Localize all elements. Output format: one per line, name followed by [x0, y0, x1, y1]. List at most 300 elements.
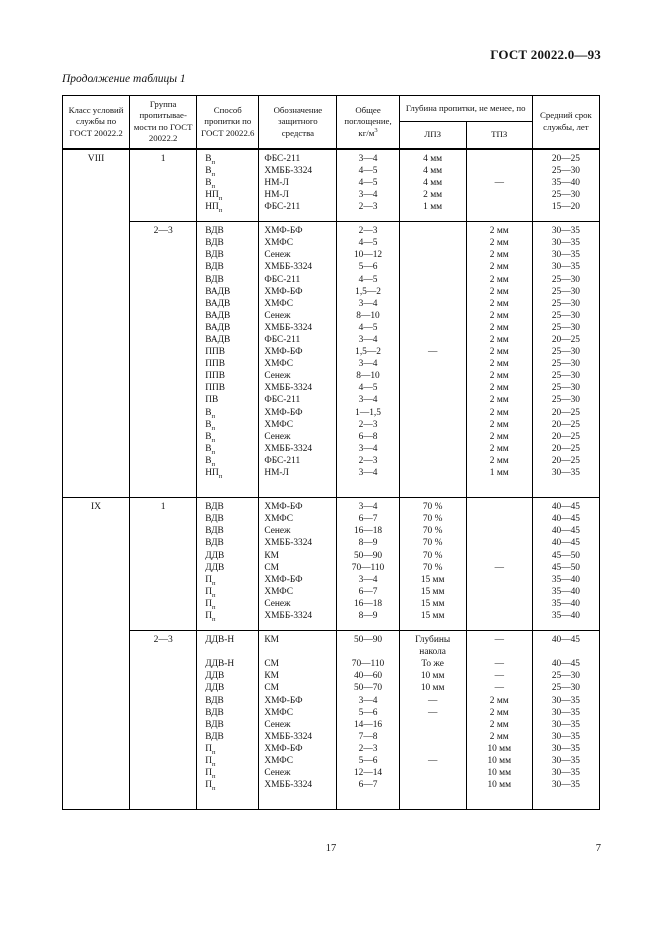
absorption-cell: 8—9 — [337, 537, 399, 549]
table-caption: Продолжение таблицы 1 — [62, 73, 186, 85]
agent-cell: ХМФС — [259, 586, 337, 598]
lpz-cell — [399, 310, 466, 322]
tpz-cell — [466, 537, 532, 549]
lpz-cell: То же — [399, 658, 466, 670]
lpz-cell: 70 % — [399, 562, 466, 574]
agent-cell: ФБС-211 — [259, 334, 337, 346]
lpz-cell: 70 % — [399, 525, 466, 537]
lpz-cell: 70 % — [399, 513, 466, 525]
tpz-cell: — — [466, 682, 532, 694]
life-cell: 25—30 — [532, 682, 599, 694]
tpz-cell — [466, 550, 532, 562]
group-cell: 1 — [130, 149, 197, 222]
tpz-cell: 2 мм — [466, 249, 532, 261]
lpz-cell — [399, 731, 466, 743]
life-cell: 35—40 — [532, 177, 599, 189]
lpz-cell — [399, 222, 466, 238]
absorption-cell: 3—4 — [337, 189, 399, 201]
life-cell: 40—45 — [532, 537, 599, 549]
method-cell: $В_п$ — [197, 165, 259, 177]
lpz-cell — [399, 286, 466, 298]
method-cell: ВДВ — [197, 719, 259, 731]
life-cell: 20—25 — [532, 149, 599, 165]
tpz-cell: 2 мм — [466, 443, 532, 455]
absorption-cell: 2—3 — [337, 419, 399, 431]
lpz-cell — [399, 719, 466, 731]
tpz-cell: 2 мм — [466, 719, 532, 731]
lpz-cell: 70 % — [399, 498, 466, 514]
tpz-cell: 2 мм — [466, 261, 532, 273]
absorption-cell: 8—10 — [337, 310, 399, 322]
absorption-cell: 16—18 — [337, 525, 399, 537]
tpz-cell: 10 мм — [466, 743, 532, 755]
life-cell: 40—45 — [532, 525, 599, 537]
method-cell: ВДВ — [197, 707, 259, 719]
method-cell: ППВ — [197, 370, 259, 382]
life-cell: 30—35 — [532, 249, 599, 261]
method-cell: $В_п$ — [197, 455, 259, 467]
lpz-cell — [399, 274, 466, 286]
absorption-cell: 3—4 — [337, 149, 399, 165]
method-cell: ППВ — [197, 382, 259, 394]
tpz-cell: 2 мм — [466, 274, 532, 286]
absorption-cell: 3—4 — [337, 498, 399, 514]
method-cell: $П_п$ — [197, 598, 259, 610]
absorption-cell: 5—6 — [337, 261, 399, 273]
agent-cell: НМ-Л — [259, 467, 337, 498]
life-cell: 40—45 — [532, 513, 599, 525]
method-cell: ВДВ — [197, 249, 259, 261]
agent-cell: Сенеж — [259, 598, 337, 610]
absorption-cell: 2—3 — [337, 743, 399, 755]
method-cell: ППВ — [197, 358, 259, 370]
header-lpz: ЛПЗ — [399, 122, 466, 149]
method-cell: ВДВ — [197, 274, 259, 286]
life-cell: 25—30 — [532, 298, 599, 310]
agent-cell: Сенеж — [259, 370, 337, 382]
tpz-cell — [466, 598, 532, 610]
method-cell: ВДВ — [197, 525, 259, 537]
life-cell: 30—35 — [532, 743, 599, 755]
lpz-cell: 15 мм — [399, 598, 466, 610]
lpz-cell — [399, 443, 466, 455]
absorption-cell: 50—90 — [337, 550, 399, 562]
method-cell: ВДВ — [197, 695, 259, 707]
tpz-cell: 1 мм — [466, 467, 532, 498]
lpz-cell: — — [399, 346, 466, 358]
method-cell: $П_п$ — [197, 767, 259, 779]
method-cell: $В_п$ — [197, 149, 259, 165]
life-cell: 25—30 — [532, 189, 599, 201]
absorption-cell: 3—4 — [337, 443, 399, 455]
absorption-cell: 3—4 — [337, 695, 399, 707]
lpz-cell: 1 мм — [399, 201, 466, 222]
agent-cell: ХМФ-БФ — [259, 695, 337, 707]
method-cell: ДДВ — [197, 550, 259, 562]
agent-cell: ФБС-211 — [259, 201, 337, 222]
lpz-cell: — — [399, 755, 466, 767]
method-cell: ДДВ-Н — [197, 658, 259, 670]
method-cell: ВАДВ — [197, 298, 259, 310]
method-cell: $НП_п$ — [197, 467, 259, 498]
life-cell: 25—30 — [532, 346, 599, 358]
life-cell: 25—30 — [532, 322, 599, 334]
tpz-cell: 10 мм — [466, 755, 532, 767]
header-agent: Обозначение защитного средства — [259, 96, 337, 149]
agent-cell: НМ-Л — [259, 189, 337, 201]
life-cell: 20—25 — [532, 419, 599, 431]
lpz-cell: 70 % — [399, 537, 466, 549]
lpz-cell — [399, 370, 466, 382]
tpz-cell — [466, 149, 532, 165]
group-cell: 2—3 — [130, 631, 197, 810]
group-cell: 1 — [130, 498, 197, 631]
absorption-cell: 2—3 — [337, 222, 399, 238]
lpz-cell: — — [399, 707, 466, 719]
method-cell: ВАДВ — [197, 322, 259, 334]
method-cell: ВДВ — [197, 731, 259, 743]
tpz-cell: 2 мм — [466, 431, 532, 443]
life-cell: 30—35 — [532, 779, 599, 810]
agent-cell: ХМББ-3324 — [259, 261, 337, 273]
life-cell: 35—40 — [532, 610, 599, 631]
life-cell: 35—40 — [532, 586, 599, 598]
life-cell: 30—35 — [532, 222, 599, 238]
method-cell: ВАДВ — [197, 334, 259, 346]
agent-cell: ФБС-211 — [259, 394, 337, 406]
tpz-cell: 2 мм — [466, 382, 532, 394]
life-cell: 20—25 — [532, 407, 599, 419]
absorption-cell: 5—6 — [337, 755, 399, 767]
agent-cell: ХМФ-БФ — [259, 498, 337, 514]
tpz-cell: 2 мм — [466, 731, 532, 743]
absorption-cell: 1—1,5 — [337, 407, 399, 419]
agent-cell: ХМББ-3324 — [259, 443, 337, 455]
method-cell: ВДВ — [197, 498, 259, 514]
absorption-cell: 2—3 — [337, 455, 399, 467]
life-cell: 30—35 — [532, 731, 599, 743]
life-cell: 25—30 — [532, 370, 599, 382]
tpz-cell: — — [466, 177, 532, 189]
agent-cell: Сенеж — [259, 431, 337, 443]
agent-cell: Сенеж — [259, 719, 337, 731]
life-cell: 15—20 — [532, 201, 599, 222]
lpz-cell — [399, 322, 466, 334]
tpz-cell: 2 мм — [466, 370, 532, 382]
absorption-cell: 1,5—2 — [337, 346, 399, 358]
tpz-cell: 2 мм — [466, 707, 532, 719]
life-cell: 40—45 — [532, 631, 599, 659]
life-cell: 25—30 — [532, 670, 599, 682]
impregnation-table — [62, 95, 600, 810]
agent-cell: ХМФС — [259, 358, 337, 370]
absorption-cell: 4—5 — [337, 237, 399, 249]
header-method: Способ пропитки по ГОСТ 20022.6 — [197, 96, 259, 149]
lpz-cell — [399, 431, 466, 443]
method-cell: $В_п$ — [197, 177, 259, 189]
agent-cell: ФБС-211 — [259, 274, 337, 286]
method-cell: $П_п$ — [197, 610, 259, 631]
tpz-cell — [466, 165, 532, 177]
lpz-cell: 10 мм — [399, 682, 466, 694]
absorption-cell: 7—8 — [337, 731, 399, 743]
lpz-cell: 10 мм — [399, 670, 466, 682]
lpz-cell — [399, 743, 466, 755]
method-cell: $В_п$ — [197, 419, 259, 431]
table-body — [63, 149, 600, 810]
tpz-cell: 2 мм — [466, 407, 532, 419]
method-cell: ДДВ — [197, 670, 259, 682]
life-cell: 30—35 — [532, 767, 599, 779]
life-cell: 35—40 — [532, 598, 599, 610]
tpz-cell: 2 мм — [466, 222, 532, 238]
lpz-cell — [399, 467, 466, 498]
agent-cell: СМ — [259, 682, 337, 694]
absorption-cell: 2—3 — [337, 201, 399, 222]
lpz-cell: 4 мм — [399, 149, 466, 165]
header-life: Средний срок службы, лет — [532, 96, 599, 149]
method-cell: ВДВ — [197, 222, 259, 238]
page-number: 17 — [325, 843, 337, 854]
life-cell: 20—25 — [532, 431, 599, 443]
method-cell: ВДВ — [197, 237, 259, 249]
method-cell: $НП_п$ — [197, 189, 259, 201]
absorption-cell: 3—4 — [337, 358, 399, 370]
agent-cell: ХМФС — [259, 513, 337, 525]
method-cell: ДДВ-Н — [197, 631, 259, 659]
lpz-cell: 15 мм — [399, 586, 466, 598]
method-cell: $НП_п$ — [197, 201, 259, 222]
absorption-cell: 3—4 — [337, 574, 399, 586]
absorption-cell: 3—4 — [337, 298, 399, 310]
header-absorption: Общее поглощение, $кг/м^3$ — [337, 96, 399, 149]
tpz-cell — [466, 189, 532, 201]
tpz-cell: 2 мм — [466, 455, 532, 467]
agent-cell: Сенеж — [259, 525, 337, 537]
group-cell: 2—3 — [130, 222, 197, 498]
absorption-cell: 70—110 — [337, 658, 399, 670]
agent-cell: КМ — [259, 670, 337, 682]
method-cell: ВАДВ — [197, 310, 259, 322]
lpz-cell — [399, 382, 466, 394]
agent-cell: ХМФС — [259, 419, 337, 431]
class-cell: VIII — [63, 149, 130, 498]
lpz-cell — [399, 261, 466, 273]
method-cell: ВДВ — [197, 513, 259, 525]
tpz-cell — [466, 201, 532, 222]
agent-cell: ХМББ-3324 — [259, 165, 337, 177]
tpz-cell: 2 мм — [466, 334, 532, 346]
life-cell: 25—30 — [532, 310, 599, 322]
absorption-cell: 8—9 — [337, 610, 399, 631]
absorption-cell: 40—60 — [337, 670, 399, 682]
agent-cell: ХМББ-3324 — [259, 322, 337, 334]
agent-cell: НМ-Л — [259, 177, 337, 189]
lpz-cell — [399, 455, 466, 467]
method-cell: $П_п$ — [197, 743, 259, 755]
lpz-cell — [399, 249, 466, 261]
tpz-cell — [466, 525, 532, 537]
tpz-cell: 2 мм — [466, 322, 532, 334]
life-cell: 20—25 — [532, 455, 599, 467]
tpz-cell: 2 мм — [466, 358, 532, 370]
lpz-cell: 15 мм — [399, 610, 466, 631]
sheet-number: 7 — [595, 843, 601, 854]
lpz-cell — [399, 419, 466, 431]
method-cell: $П_п$ — [197, 779, 259, 810]
tpz-cell: 10 мм — [466, 767, 532, 779]
tpz-cell — [466, 513, 532, 525]
agent-cell: ХМФС — [259, 707, 337, 719]
lpz-cell: 4 мм — [399, 177, 466, 189]
tpz-cell — [466, 610, 532, 631]
agent-cell: ФБС-211 — [259, 455, 337, 467]
lpz-cell: 70 % — [399, 550, 466, 562]
header-depth: Глубина пропитки, не менее, по — [399, 96, 532, 122]
tpz-cell: — — [466, 670, 532, 682]
absorption-cell: 10—12 — [337, 249, 399, 261]
life-cell: 25—30 — [532, 382, 599, 394]
absorption-cell: 4—5 — [337, 177, 399, 189]
absorption-cell: 5—6 — [337, 707, 399, 719]
tpz-cell: 2 мм — [466, 298, 532, 310]
tpz-cell: 2 мм — [466, 695, 532, 707]
life-cell: 40—45 — [532, 498, 599, 514]
absorption-cell: 6—7 — [337, 586, 399, 598]
absorption-cell: 4—5 — [337, 322, 399, 334]
life-cell: 20—25 — [532, 334, 599, 346]
header-class: Класс условий службы по ГОСТ 20022.2 — [63, 96, 130, 149]
table-header — [63, 96, 600, 149]
lpz-cell — [399, 767, 466, 779]
method-cell: $П_п$ — [197, 755, 259, 767]
method-cell: ДДВ — [197, 682, 259, 694]
method-cell: ВДВ — [197, 537, 259, 549]
agent-cell: ХМББ-3324 — [259, 731, 337, 743]
method-cell: $В_п$ — [197, 443, 259, 455]
absorption-cell: 1,5—2 — [337, 286, 399, 298]
agent-cell: ХМФС — [259, 237, 337, 249]
tpz-cell — [466, 498, 532, 514]
agent-cell: ХМФ-БФ — [259, 574, 337, 586]
lpz-cell: 15 мм — [399, 574, 466, 586]
life-cell: 30—35 — [532, 467, 599, 498]
tpz-cell: 2 мм — [466, 346, 532, 358]
life-cell: 30—35 — [532, 261, 599, 273]
life-cell: 30—35 — [532, 237, 599, 249]
tpz-cell: 2 мм — [466, 419, 532, 431]
method-cell: ППВ — [197, 346, 259, 358]
agent-cell: КМ — [259, 631, 337, 659]
life-cell: 45—50 — [532, 550, 599, 562]
absorption-cell: 3—4 — [337, 467, 399, 498]
agent-cell: ХМББ-3324 — [259, 610, 337, 631]
life-cell: 25—30 — [532, 286, 599, 298]
absorption-cell: 6—8 — [337, 431, 399, 443]
absorption-cell: 3—4 — [337, 334, 399, 346]
absorption-cell: 70—110 — [337, 562, 399, 574]
life-cell: 40—45 — [532, 658, 599, 670]
method-cell: ДДВ — [197, 562, 259, 574]
agent-cell: ХМФС — [259, 755, 337, 767]
header-group: Группа пропитывае-мости по ГОСТ 20022.2 — [130, 96, 197, 149]
lpz-cell — [399, 237, 466, 249]
method-cell: $В_п$ — [197, 431, 259, 443]
lpz-cell — [399, 358, 466, 370]
tpz-cell: — — [466, 658, 532, 670]
agent-cell: СМ — [259, 562, 337, 574]
lpz-cell — [399, 394, 466, 406]
agent-cell: Сенеж — [259, 310, 337, 322]
method-cell: ВАДВ — [197, 286, 259, 298]
absorption-cell: 4—5 — [337, 274, 399, 286]
agent-cell: Сенеж — [259, 249, 337, 261]
lpz-cell — [399, 407, 466, 419]
tpz-cell — [466, 586, 532, 598]
method-cell: ПВ — [197, 394, 259, 406]
agent-cell: ХМФ-БФ — [259, 743, 337, 755]
doc-reference: ГОСТ 20022.0—93 — [490, 47, 601, 62]
absorption-cell: 14—16 — [337, 719, 399, 731]
lpz-cell — [399, 779, 466, 810]
tpz-cell — [466, 574, 532, 586]
method-cell: $В_п$ — [197, 407, 259, 419]
agent-cell: ХМФС — [259, 298, 337, 310]
absorption-cell: 4—5 — [337, 165, 399, 177]
life-cell: 45—50 — [532, 562, 599, 574]
life-cell: 30—35 — [532, 707, 599, 719]
tpz-cell: — — [466, 631, 532, 659]
tpz-cell: 2 мм — [466, 394, 532, 406]
lpz-cell: — — [399, 695, 466, 707]
life-cell: 35—40 — [532, 574, 599, 586]
agent-cell: КМ — [259, 550, 337, 562]
lpz-cell: Глубины накола — [399, 631, 466, 659]
header-tpz: ТПЗ — [466, 122, 532, 149]
agent-cell: ХМББ-3324 — [259, 779, 337, 810]
tpz-cell: — — [466, 562, 532, 574]
life-cell: 25—30 — [532, 274, 599, 286]
method-cell: $П_п$ — [197, 586, 259, 598]
class-cell: IX — [63, 498, 130, 810]
tpz-cell: 10 мм — [466, 779, 532, 810]
absorption-cell: 50—70 — [337, 682, 399, 694]
life-cell: 25—30 — [532, 358, 599, 370]
life-cell: 30—35 — [532, 695, 599, 707]
absorption-cell: 50—90 — [337, 631, 399, 659]
life-cell: 20—25 — [532, 443, 599, 455]
absorption-cell: 8—10 — [337, 370, 399, 382]
life-cell: 30—35 — [532, 719, 599, 731]
absorption-cell: 6—7 — [337, 513, 399, 525]
agent-cell: Сенеж — [259, 767, 337, 779]
life-cell: 25—30 — [532, 165, 599, 177]
agent-cell: ХМФ-БФ — [259, 222, 337, 238]
agent-cell: ХМФ-БФ — [259, 286, 337, 298]
life-cell: 25—30 — [532, 394, 599, 406]
agent-cell: ХМФ-БФ — [259, 407, 337, 419]
agent-cell: ХМББ-3324 — [259, 382, 337, 394]
agent-cell: ФБС-211 — [259, 149, 337, 165]
absorption-cell: 16—18 — [337, 598, 399, 610]
agent-cell: ХМФ-БФ — [259, 346, 337, 358]
lpz-cell: 2 мм — [399, 189, 466, 201]
tpz-cell: 2 мм — [466, 310, 532, 322]
life-cell: 30—35 — [532, 755, 599, 767]
agent-cell: ХМББ-3324 — [259, 537, 337, 549]
tpz-cell: 2 мм — [466, 237, 532, 249]
tpz-cell: 2 мм — [466, 286, 532, 298]
